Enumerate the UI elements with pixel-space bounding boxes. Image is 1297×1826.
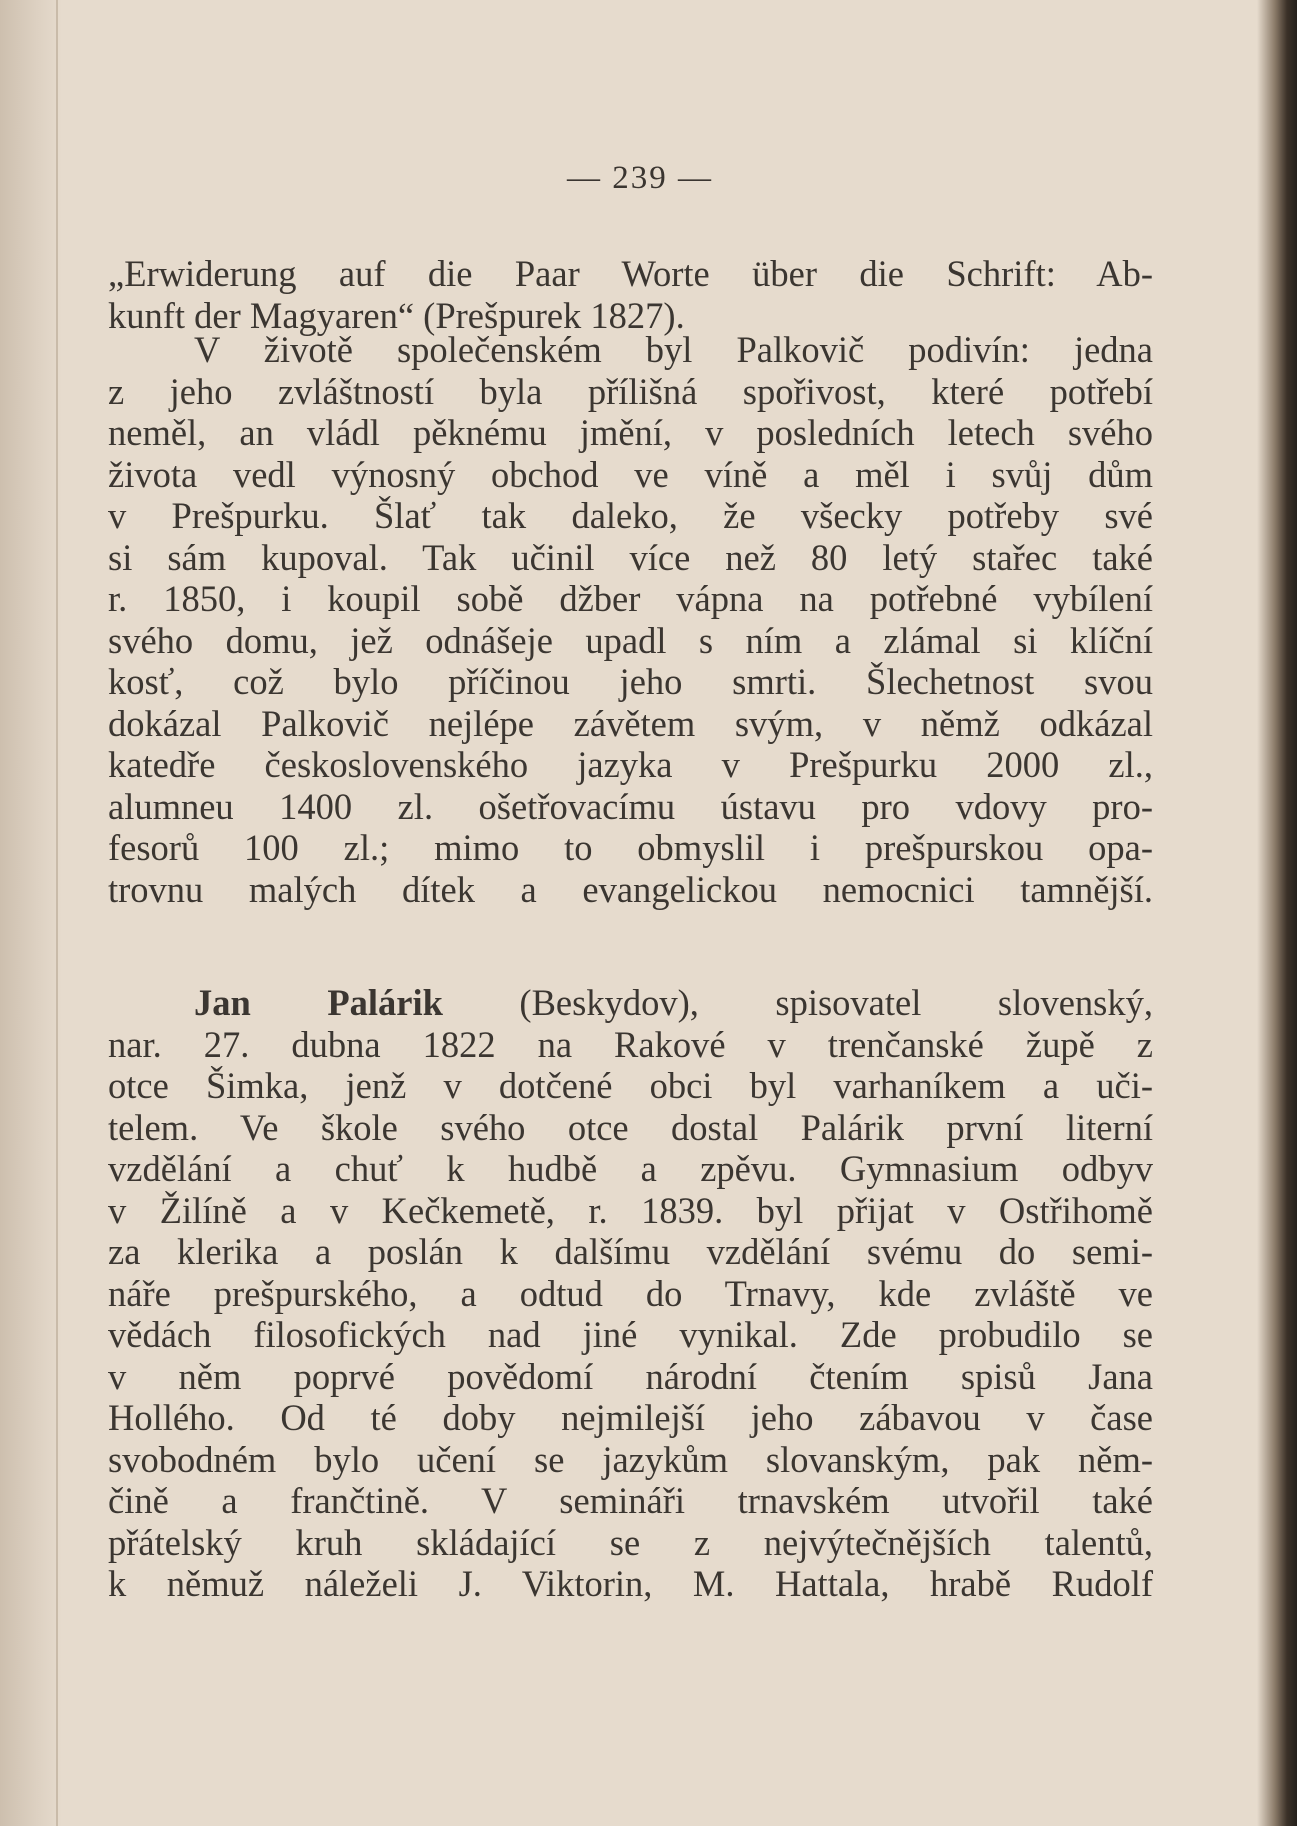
text-line: z jeho zvláštností byla přílišná spořivost, které potřebí — [108, 370, 1153, 412]
text-line: kosť, což bylo příčinou jeho smrti. Šlechetnost svou — [108, 661, 1153, 702]
text-line: v něm poprvé povědomí národní čtením spisů Jana — [108, 1355, 1153, 1397]
text-line: otce Šimka, jenž v dotčené obci byl varhaníkem a uči- — [108, 1065, 1153, 1106]
text-line: telem. Ve škole svého otce dostal Palárik první literní — [108, 1106, 1153, 1148]
page-right-edge — [1257, 0, 1297, 1826]
paragraph-continuation — [108, 253, 1153, 336]
text-line: za klerika a poslán k dalšímu vzdělání svému do semi- — [108, 1231, 1153, 1272]
text-line: svého domu, jež odnášeje upadl s ním a zlámal si klíční — [108, 619, 1153, 661]
text-line: v Prešpurku. Šlať tak daleko, že všecky potřeby své — [108, 495, 1153, 536]
text-line: svobodném bylo učení se jazykům slovanským, pak něm- — [108, 1438, 1153, 1480]
text-line: života vedl výnosný obchod ve víně a měl i svůj dům — [108, 453, 1153, 495]
text-line: nar. 27. dubna 1822 na Rakové v trenčanské župě z — [108, 1023, 1153, 1065]
text-line: Hollého. Od té doby nejmilejší jeho zábavou v čase — [108, 1397, 1153, 1438]
text-fragment: (Beskydov), spisovatel slovenský, — [442, 982, 1153, 1023]
text-line — [108, 982, 1153, 1024]
text-line: si sám kupoval. Tak učinil více než 80 letý stařec také — [108, 536, 1153, 578]
paragraph-palkovic — [108, 329, 1153, 910]
text-line: přátelský kruh skládající se z nejvýtečnějších talentů, — [108, 1521, 1153, 1563]
paragraph-palarik — [108, 982, 1153, 1605]
text-line: r. 1850, i koupil sobě džber vápna na potřebné vybílení — [108, 578, 1153, 619]
text-line: k němuž náleželi J. Viktorin, M. Hattala, hrabě Rudolf — [108, 1563, 1153, 1604]
text-line: čině a frančtině. V semináři trnavském utvořil také — [108, 1480, 1153, 1521]
page-number: — 239 — — [567, 160, 713, 196]
text-line: náře prešpurského, a odtud do Trnavy, kde zvláště ve — [108, 1272, 1153, 1314]
gutter-edge — [56, 0, 58, 1826]
text-line: dokázal Palkovič nejlépe závětem svým, v němž odkázal — [108, 702, 1153, 744]
text-line: kunft der Magyaren“ (Prešpurek 1827). — [108, 294, 685, 336]
text-line: katedře československého jazyka v Prešpurku 2000 zl., — [108, 744, 1153, 785]
text-line: neměl, an vládl pěknému jmění, v posledních letech svého — [108, 412, 1153, 453]
text-line: V životě společenském byl Palkovič podivín: jedna — [194, 329, 1153, 370]
text-line: „Erwiderung auf die Paar Worte über die Schrift: Ab- — [108, 253, 1153, 294]
binding-gutter — [0, 0, 62, 1826]
text-line: alumneu 1400 zl. ošetřovacímu ústavu pro vdovy pro- — [108, 785, 1153, 827]
person-name: Jan Palárik — [194, 982, 443, 1023]
text-line: v Žilíně a v Kečkemetě, r. 1839. byl přijat v Ostřihomě — [108, 1189, 1153, 1231]
text-line: fesorů 100 zl.; mimo to obmyslil i prešpurskou opa- — [108, 827, 1153, 868]
text-line: trovnu malých dítek a evangelickou nemocnici tamnější. — [108, 868, 1153, 910]
text-line: vědách filosofických nad jiné vynikal. Zde probudilo se — [108, 1314, 1153, 1355]
text-line: vzdělání a chuť k hudbě a zpěvu. Gymnasium odbyv — [108, 1148, 1153, 1189]
